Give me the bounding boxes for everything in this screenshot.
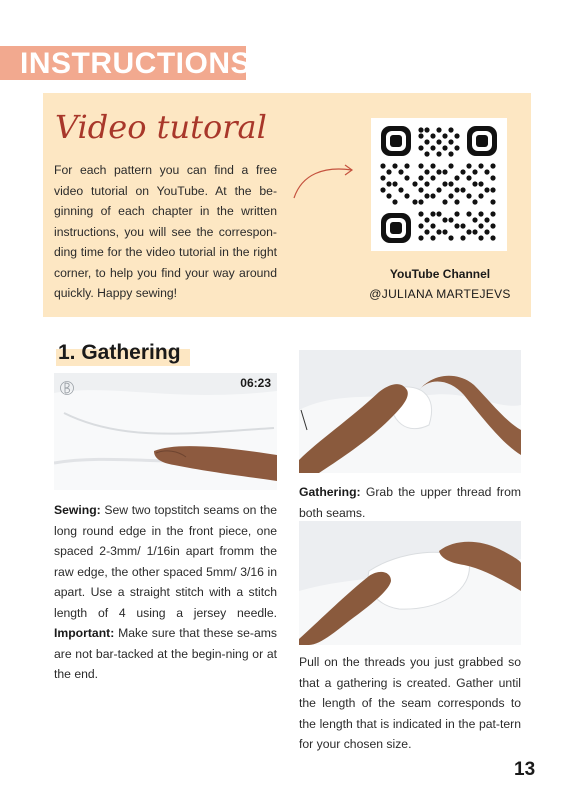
arrow-icon	[290, 160, 358, 202]
page-title: INSTRUCTIONS	[20, 47, 251, 80]
gathering-step-text	[299, 482, 521, 523]
photo-pull-threads	[299, 521, 521, 645]
important-label: Important:	[54, 626, 115, 640]
video-timecode: 06:23	[240, 376, 271, 390]
youtube-handle: @JULIANA MARTEJEVS	[369, 287, 511, 301]
sewing-step-text	[54, 500, 277, 685]
photo-fabric-hand	[54, 373, 277, 490]
sewing-label: Sewing:	[54, 503, 101, 517]
sewing-text: Sew two topstitch seams on the long round edge in the front piece, one spaced 2-3mm/ 1/16in apart fromm the raw edge, the other spaced 5mm/ 3/16 in apart. Use a straight stitch with a stitch length of 4 using a jersey needle.	[54, 503, 277, 620]
brand-logo-icon	[60, 379, 74, 397]
gathering-label: Gathering:	[299, 485, 361, 499]
photo-grab-threads	[299, 350, 521, 473]
pull-step-text: Pull on the threads you just grabbed so that a gathering is created. Gather until the length of the seam corresponds to the length that is indicated in the pat-tern for your chosen size.	[299, 655, 521, 751]
video-tutorial-title: Video tutoral	[55, 108, 267, 146]
youtube-channel-label: YouTube Channel	[389, 267, 491, 281]
video-tutorial-text: For each pattern you can find a free video tutorial on YouTube. At the be-ginning of each chapter in the written instructions, you will see the correspon-ding time for the video tutorial in the right corner, to help you find your way around quickly. Happy sewing!	[54, 163, 277, 300]
page-number: 13	[514, 759, 536, 780]
important-text: Make sure that these se-ams are not bar-tacked at the begin-ning or at the end.	[54, 626, 277, 681]
section-title: 1. Gathering	[58, 341, 181, 364]
gathering-text: Grab the upper thread from both seams.	[299, 485, 521, 520]
youtube-qr-code[interactable]	[371, 118, 507, 251]
